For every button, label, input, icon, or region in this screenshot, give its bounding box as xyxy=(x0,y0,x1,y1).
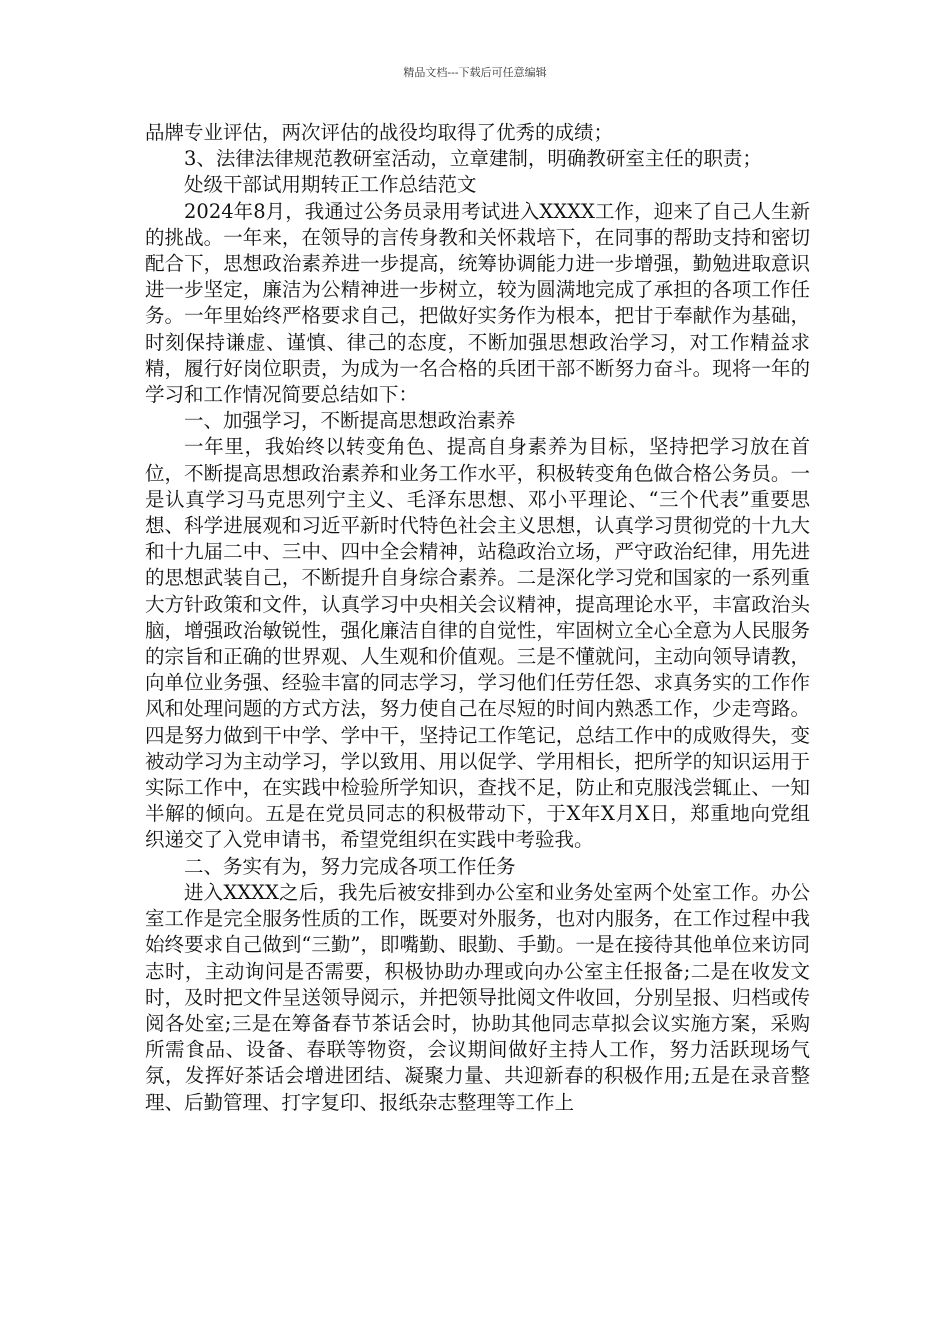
document-body xyxy=(145,120,810,1116)
paragraph: 2024年8月，我通过公务员录用考试进入XXXX工作，迎来了自己人生新的挑战。一年来，在领导的言传身教和关怀栽培下，在同事的帮助支持和密切配合下，思想政治素养进一步提高，统筹协调能力进一步增强，勤勉进取意识进一步坚定，廉洁为公精神进一步树立，较为圆满地完成了承担的各项工作任务。一年里始终严格要求自己，把做好实务作为根本，把甘于奉献作为基础，时刻保持谦虚、谨慎、律己的态度，不断加强思想政治学习，对工作精益求精，履行好岗位职责，为成为一名合格的兵团干部不断努力奋斗。现将一年的学习和工作情况简要总结如下： xyxy=(145,199,810,407)
section-heading: 二、务实有为，努力完成各项工作任务 xyxy=(184,854,516,878)
paragraph: 3、法律法律规范教研室活动，立章建制，明确教研室主任的职责； xyxy=(184,147,762,171)
page-header: 精品文档---下载后可任意编辑 xyxy=(403,66,547,79)
section-title: 处级干部试用期转正工作总结范文 xyxy=(184,173,477,197)
paragraph: 品牌专业评估，两次评估的战役均取得了优秀的成绩； xyxy=(145,121,614,144)
section-heading: 一、加强学习，不断提高思想政治素养 xyxy=(184,409,516,433)
paragraph: 进入XXXX之后，我先后被安排到办公室和业务处室两个处室工作。办公室工作是完全服务性质的工作，既要对外服务，也对内服务，在工作过程中我始终要求自己做到“三勤”，即嘴勤、眼勤、手勤。一是在接待其他单位来访同志时，主动询问是否需要，积极协助办理或向办公室主任报备;二是在收发文时，及时把文件呈送领导阅示，并把领导批阅文件收回，分别呈报、归档或传阅各处室;三是在筹备春节茶话会时，协助其他同志草拟会议实施方案，采购所需食品、设备、春联等物资，会议期间做好主持人工作，努力活跃现场气氛，发挥好茶话会增进团结、凝聚力量、共迎新春的积极作用;五是在录音整理、后勤管理、打字复印、报纸杂志整理等工作上 xyxy=(145,880,810,1114)
paragraph: 一年里，我始终以转变角色、提高自身素养为目标，坚持把学习放在首位，不断提高思想政治素养和业务工作水平，积极转变角色做合格公务员。一是认真学习马克思列宁主义、毛泽东思想、邓小平理论、“三个代表”重要思想、科学进展观和习近平新时代特色社会主义思想，认真学习贯彻党的十九大和十九届二中、三中、四中全会精神，站稳政治立场，严守政治纪律，用先进的思想武装自己，不断提升自身综合素养。二是深化学习党和国家的一系列重大方针政策和文件，认真学习中央相关会议精神，提高理论水平，丰富政治头脑，增强政治敏锐性，强化廉洁自律的自觉性，牢固树立全心全意为人民服务的宗旨和正确的世界观、人生观和价值观。三是不懂就问，主动向领导请教，向单位业务强、经验丰富的同志学习，学习他们任劳任怨、求真务实的工作作风和处理问题的方式方法，努力使自己在尽短的时间内熟悉工作，少走弯路。四是努力做到干中学、学中干，坚持记工作笔记，总结工作中的成败得失，变被动学习为主动学习，学以致用、用以促学、学用相长，把所学的知识运用于实际工作中，在实践中检验所学知识，查找不足，防止和克服浅尝辄止、一知半解的倾向。五是在党员同志的积极带动下，于X年X月X日，郑重地向党组织递交了入党申请书，希望党组织在实践中考验我。 xyxy=(145,435,810,852)
